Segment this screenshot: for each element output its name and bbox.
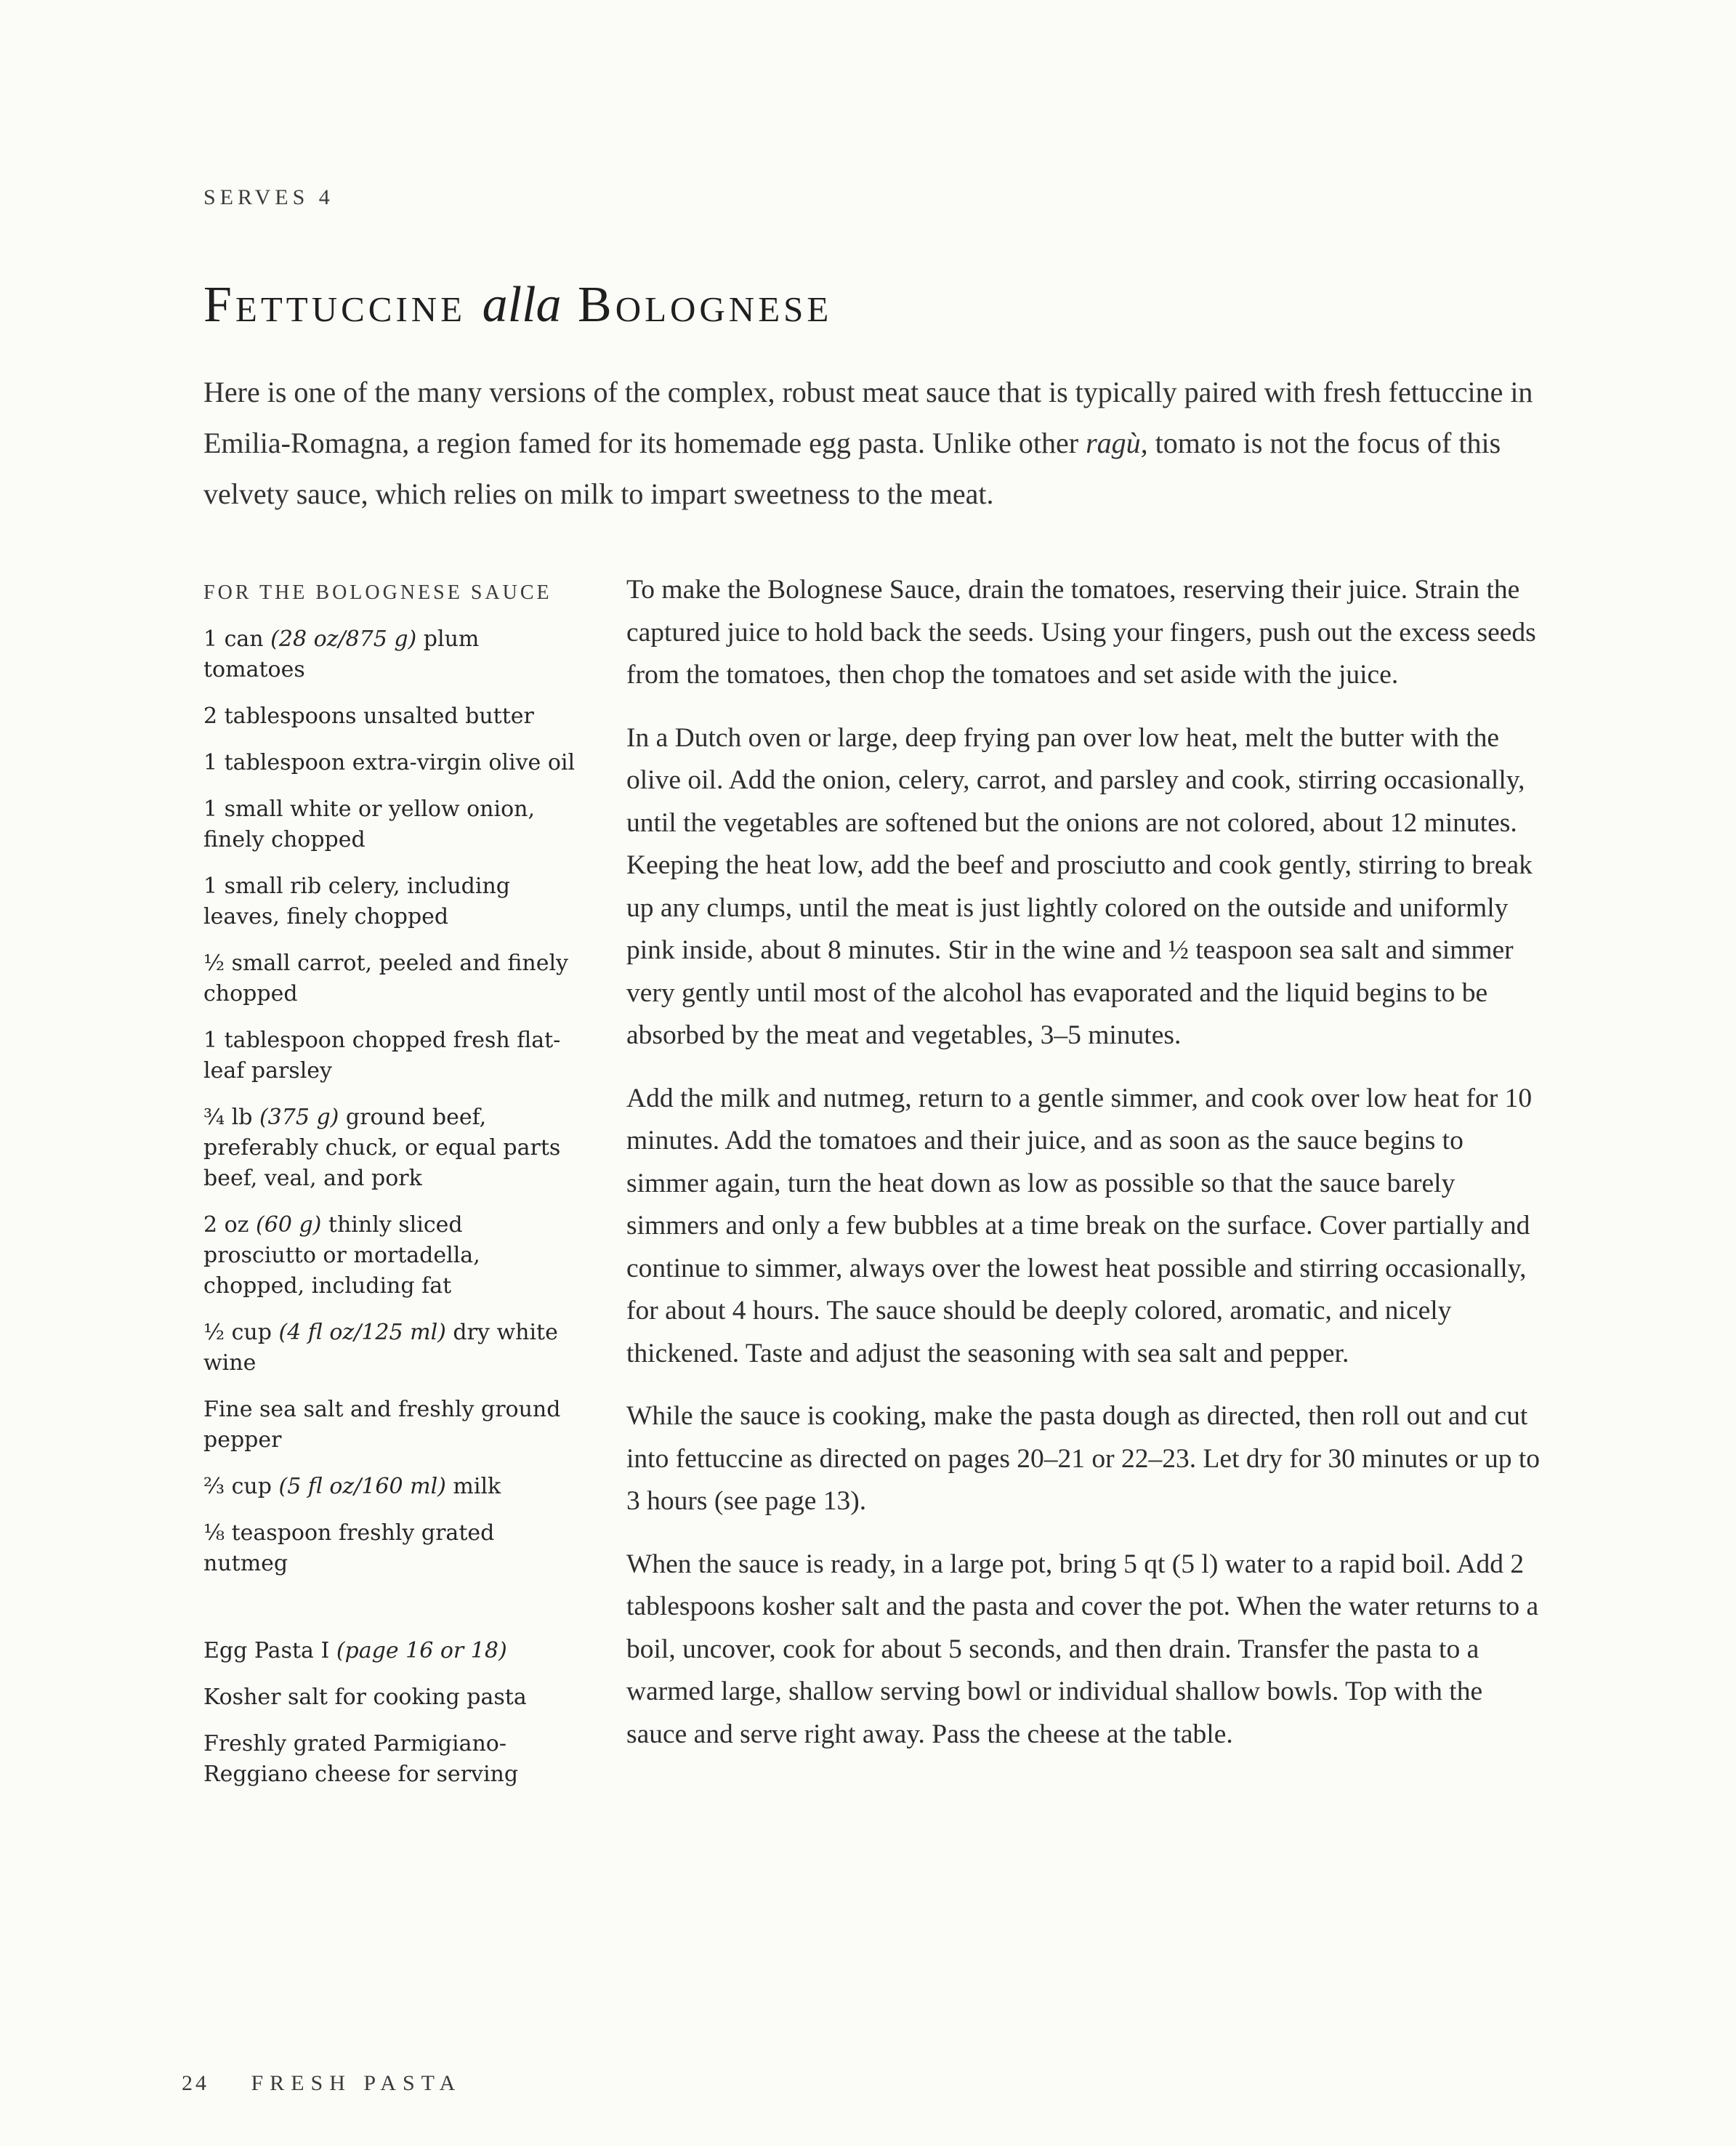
ingredient-heading: FOR THE BOLOGNESE SAUCE <box>203 581 552 604</box>
method-paragraph: In a Dutch oven or large, deep frying pan over low heat, melt the butter with the olive oil. Add the onion, celery, carrot, and parsley and cook, stirring occasionally, until the vegetables are softened but the onions are not colored, about 12 minutes. Keeping the heat low, add the beef and prosciutto and cook gently, stirring to break up any clumps, until the meat is just lightly colored on the outside and uniformly pink inside, about 8 minutes. Stir in the wine and ½ teaspoon sea salt and simmer very gently until most of the alcohol has evaporated and the liquid begins to be absorbed by the meat and vegetables, 3–5 minutes. <box>626 722 1533 1050</box>
ingredient-text: Fine sea salt and freshly ground pepper <box>203 1397 561 1453</box>
ingredient-text: 2 tablespoons unsalted butter <box>203 703 534 729</box>
ingredient-text: 1 small rib celery, including leaves, finely chopped <box>203 874 510 929</box>
method-steps <box>626 569 1549 1776</box>
ingredient-measure: (375 g) <box>259 1105 339 1130</box>
ingredient-text: ⅛ teaspoon freshly grated nutmeg <box>203 1520 495 1576</box>
ingredient-text: ground beef, preferably chuck, or equal parts beef, veal, and pork <box>203 1105 561 1191</box>
ingredient-item <box>203 1729 581 1790</box>
ingredient-text: 1 tablespoon chopped fresh flat-leaf parsley <box>203 1028 561 1084</box>
recipe-intro <box>203 367 1533 520</box>
section-name: FRESH PASTA <box>251 2071 462 2095</box>
method-paragraph: While the sauce is cooking, make the pasta dough as directed, then roll out and cut into fettuccine as directed on pages 20–21 or 22–23. Let dry for 30 minutes or up to 3 hours (see page 13). <box>626 1401 1540 1516</box>
ingredient-item <box>203 1472 581 1502</box>
ingredient-item <box>203 1636 581 1666</box>
ingredient-text: Freshly grated Parmigiano-Reggiano cheese for serving <box>203 1731 519 1787</box>
page-footer <box>182 2071 461 2096</box>
ingredient-measure: (60 g) <box>256 1212 322 1238</box>
ingredient-measure: (28 oz/875 g) <box>270 626 417 652</box>
ingredient-text: Egg Pasta I <box>203 1638 336 1663</box>
ingredient-text: milk <box>445 1474 501 1499</box>
ingredient-text: ½ cup <box>203 1320 279 1345</box>
ingredient-item <box>203 1210 581 1302</box>
ingredient-item <box>203 1518 581 1579</box>
ingredient-text: Kosher salt for cooking pasta <box>203 1685 527 1710</box>
ingredient-text: 1 small white or yellow onion, finely chopped <box>203 796 536 852</box>
intro-italic: ragù, <box>1086 427 1148 459</box>
ingredient-item <box>203 871 581 932</box>
ingredient-text: ¾ lb <box>203 1105 259 1130</box>
method-paragraph: Add the milk and nutmeg, return to a gentle simmer, and cook over low heat for 10 minutes. Add the tomatoes and their juice, and as soon as the sauce begins to simmer again, turn the heat down as low as possible so that the sauce barely simmers and only a few bubbles at a time break on the surface. Cover partially and continue to simmer, always over the lowest heat possible and stirring occasionally, for about 4 hours. The sauce should be deeply colored, aromatic, and nicely thickened. Taste and adjust the seasoning with sea salt and pepper. <box>626 1083 1533 1368</box>
ingredient-item <box>203 748 581 778</box>
ingredient-text: ½ small carrot, peeled and finely chopped <box>203 951 569 1007</box>
page-number: 24 <box>182 2071 209 2095</box>
intro-text-2: tomato is not the focus of this velvety sauce, which relies on milk to impart sweetness to the meat. <box>203 427 1501 510</box>
recipe-title <box>203 276 832 334</box>
title-part-1: Fettuccine <box>203 277 467 333</box>
ingredient-item <box>203 948 581 1009</box>
method-paragraph: When the sauce is ready, in a large pot, bring 5 qt (5 l) water to a rapid boil. Add 2 tablespoons kosher salt and the pasta and cover the pot. When the water returns to a boil, uncover, cook for about 5 seconds, and then drain. Transfer the pasta to a warmed large, shallow serving bowl or individual shallow bowls. Top with the sauce and serve right away. Pass the cheese at the table. <box>626 1549 1539 1749</box>
ingredient-text: 2 oz <box>203 1212 257 1238</box>
ingredient-item <box>203 1395 581 1456</box>
title-part-3: Bolognese <box>578 277 833 333</box>
ingredient-text: 1 can <box>203 626 271 652</box>
method-paragraph: To make the Bolognese Sauce, drain the tomatoes, reserving their juice. Strain the captured juice to hold back the seeds. Using your fingers, push out the excess seeds from the tomatoes, then chop the tomatoes and set aside with the juice. <box>626 575 1536 690</box>
ingredient-text: thinly sliced prosciutto or mortadella, chopped, including fat <box>203 1212 480 1299</box>
ingredient-text: dry white wine <box>203 1320 558 1376</box>
ingredient-measure: (4 fl oz/125 ml) <box>278 1320 446 1345</box>
ingredient-item <box>203 1318 581 1379</box>
ingredient-item <box>203 1102 581 1194</box>
ingredient-item <box>203 794 581 855</box>
serves-count: SERVES 4 <box>203 185 334 209</box>
ingredient-measure: (page 16 or 18) <box>336 1638 507 1663</box>
ingredient-list <box>203 578 581 1806</box>
ingredient-item <box>203 624 581 685</box>
ingredient-item <box>203 701 581 732</box>
ingredient-text: plum tomatoes <box>203 626 480 682</box>
ingredient-item <box>203 1682 581 1713</box>
ingredient-item <box>203 1025 581 1086</box>
ingredient-text: 1 tablespoon extra-virgin olive oil <box>203 750 576 775</box>
intro-text-1: Here is one of the many versions of the complex, robust meat sauce that is typically paired with fresh fettuccine in Emilia-Romagna, a region famed for its homemade egg pasta. Unlike other <box>203 376 1533 459</box>
ingredient-measure: (5 fl oz/160 ml) <box>278 1474 446 1499</box>
ingredient-text: ⅔ cup <box>203 1474 279 1499</box>
title-part-2: alla <box>482 277 562 333</box>
